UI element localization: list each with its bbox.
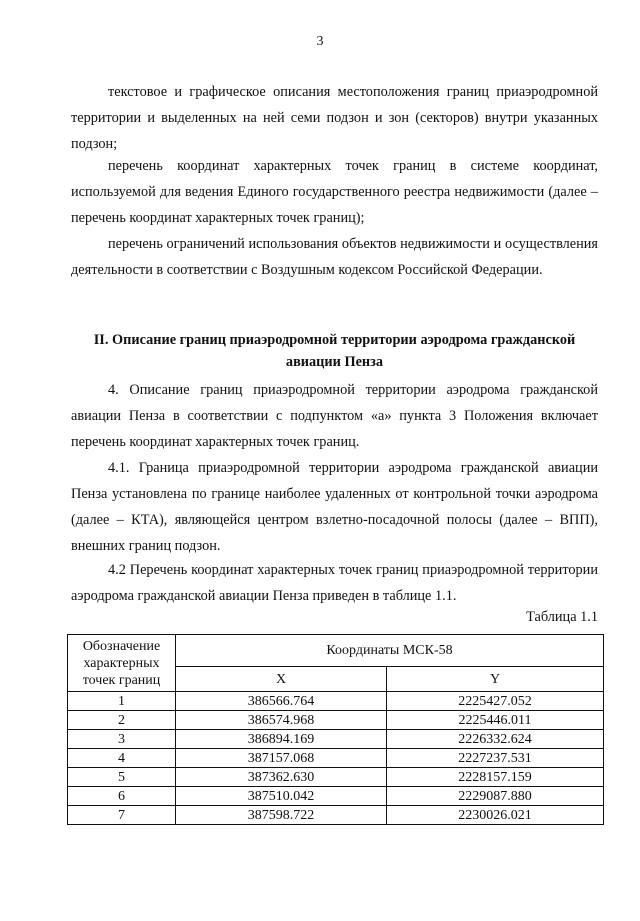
cell-x: 387598.722 <box>176 806 387 825</box>
table-row <box>68 692 604 711</box>
table-row <box>68 768 604 787</box>
cell-point: 5 <box>68 768 176 787</box>
cell-x: 387157.068 <box>176 749 387 768</box>
cell-y: 2228157.159 <box>387 768 604 787</box>
cell-point: 4 <box>68 749 176 768</box>
cell-y: 2225446.011 <box>387 711 604 730</box>
section-paragraph: 4.1. Граница приаэродромной территории аэродрома гражданской авиации Пенза установлена по границе наиболее удаленных от контрольной точки аэродрома (далее – КТА), являющейся центром взлетно-посадочной полосы (далее – ВПП), внешних границ подзон. <box>71 460 598 554</box>
cell-point: 1 <box>68 692 176 711</box>
cell-point: 2 <box>68 711 176 730</box>
column-header-point: Обозначение характерных точек границ <box>68 635 176 692</box>
table-row <box>68 749 604 768</box>
table-row <box>68 711 604 730</box>
coordinates-table <box>67 634 604 825</box>
cell-y: 2227237.531 <box>387 749 604 768</box>
section-heading: II. Описание границ приаэродромной территории аэродрома гражданской авиации Пенза <box>93 332 576 370</box>
cell-point: 6 <box>68 787 176 806</box>
cell-x: 387362.630 <box>176 768 387 787</box>
cell-point: 7 <box>68 806 176 825</box>
cell-y: 2230026.021 <box>387 806 604 825</box>
column-header-x: X <box>176 667 387 692</box>
column-header-y: Y <box>387 667 604 692</box>
cell-y: 2229087.880 <box>387 787 604 806</box>
cell-point: 3 <box>68 730 176 749</box>
intro-paragraph: перечень ограничений использования объектов недвижимости и осуществления деятельности в соответствии с Воздушным кодексом Российской Федерации. <box>71 236 598 278</box>
table-row <box>68 806 604 825</box>
column-header-coordinates: Координаты МСК-58 <box>176 635 604 667</box>
cell-x: 386566.764 <box>176 692 387 711</box>
intro-paragraph: перечень координат характерных точек границ в системе координат, используемой для ведения Единого государственного реестра недвижимости (далее – перечень координат характерных точек границ); <box>71 158 598 226</box>
cell-x: 387510.042 <box>176 787 387 806</box>
page-number: 3 <box>316 34 324 49</box>
cell-x: 386894.169 <box>176 730 387 749</box>
table-row <box>68 787 604 806</box>
cell-x: 386574.968 <box>176 711 387 730</box>
section-paragraph: 4. Описание границ приаэродромной территории аэродрома гражданской авиации Пенза в соответствии с подпунктом «а» пункта 3 Положения включает перечень координат характерных точек границ. <box>71 382 598 450</box>
table-caption: Таблица 1.1 <box>526 609 598 625</box>
intro-paragraph: текстовое и графическое описания местоположения границ приаэродромной территории и выделенных на ней семи подзон и зон (секторов) внутри указанных подзон; <box>71 84 598 152</box>
cell-y: 2225427.052 <box>387 692 604 711</box>
table-row <box>68 730 604 749</box>
cell-y: 2226332.624 <box>387 730 604 749</box>
section-paragraph: 4.2 Перечень координат характерных точек границ приаэродромной территории аэродрома гражданской авиации Пенза приведен в таблице 1.1. <box>71 562 598 604</box>
